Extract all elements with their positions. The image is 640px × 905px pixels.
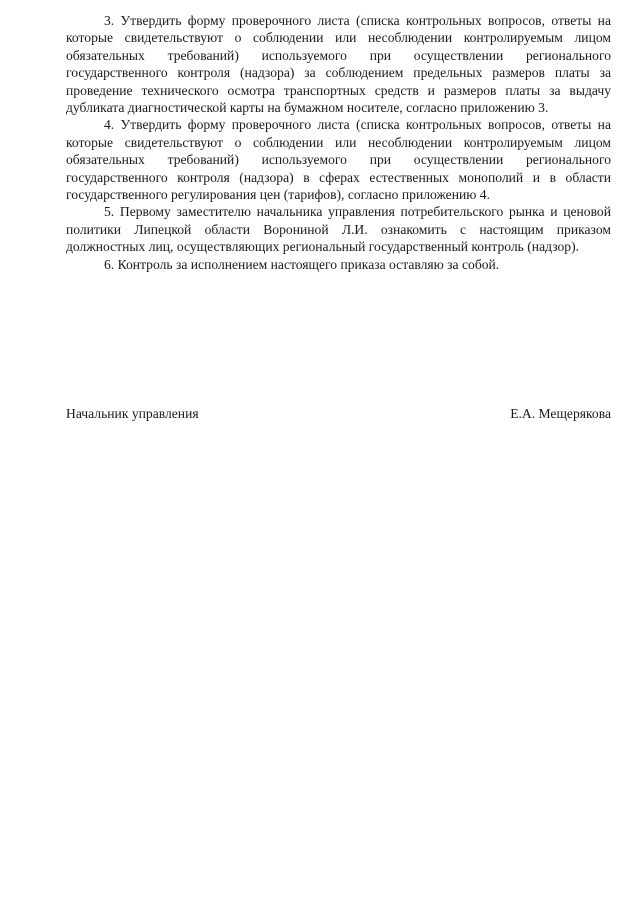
paragraph-item-6: 6. Контроль за исполнением настоящего приказа оставляю за собой. xyxy=(104,256,500,272)
document-body xyxy=(66,12,611,273)
paragraph-item-5: 5. Первому заместителю начальника управления потребительского рынка и ценовой политики Липецкой области Ворониной Л.И. ознакомить с настоящим приказом должностных лиц, осуществляющих региональный государственный контроль (надзор). xyxy=(66,204,611,255)
paragraph-item-4: 4. Утвердить форму проверочного листа (списка контрольных вопросов, ответы на которые свидетельствуют о соблюдении или несоблюдении контролируемым лицом обязательных требований) используемого при осуществлении регионального государственного контроля (надзора) в сферах естественных монополий и в области государственного регулирования цен (тарифов), согласно приложению 4. xyxy=(66,117,611,203)
signatory-position: Начальник управления xyxy=(66,406,199,421)
signatory-name: Е.А. Мещерякова xyxy=(510,406,611,421)
paragraph-item-3: 3. Утвердить форму проверочного листа (списка контрольных вопросов, ответы на которые свидетельствуют о соблюдении или несоблюдении контролируемым лицом обязательных требований) используемого при осуществлении регионального государственного контроля (надзора) за соблюдением предельных размеров платы за проведение технического осмотра транспортных средств и размеров платы за выдачу дубликата диагностической карты на бумажном носителе, согласно приложению 3. xyxy=(66,13,611,116)
signature-block xyxy=(66,405,611,422)
